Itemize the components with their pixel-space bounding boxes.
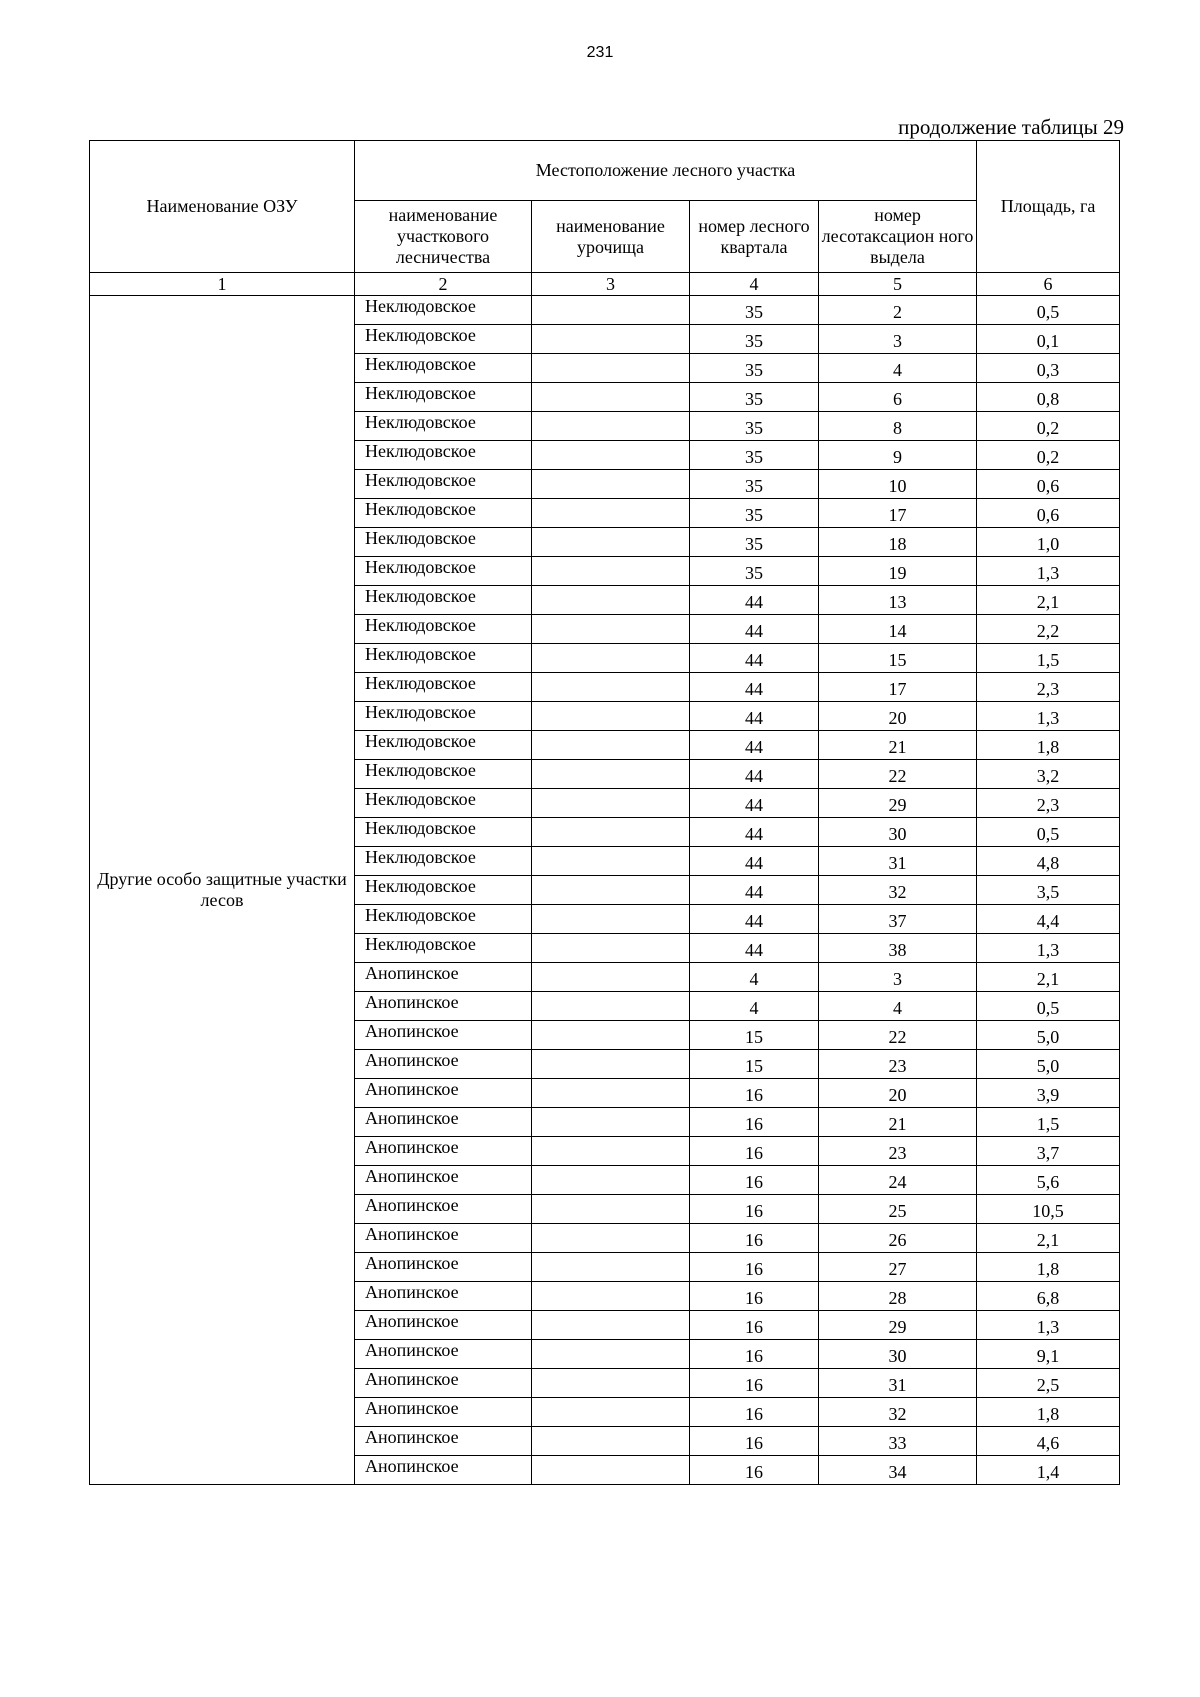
table-header xyxy=(90,141,1120,296)
district-cell: Неклюдовское xyxy=(355,818,532,847)
district-cell: Неклюдовское xyxy=(355,325,532,354)
district-cell: Неклюдовское xyxy=(355,905,532,934)
quarter-cell: 35 xyxy=(690,441,819,470)
district-cell: Анопинское xyxy=(355,1137,532,1166)
quarter-cell: 16 xyxy=(690,1195,819,1224)
quarter-cell: 44 xyxy=(690,818,819,847)
plot-cell: 14 xyxy=(819,615,977,644)
table-row xyxy=(90,296,1120,325)
tract-cell xyxy=(532,847,690,876)
quarter-cell: 44 xyxy=(690,847,819,876)
tract-cell xyxy=(532,325,690,354)
header-tract: наименование урочища xyxy=(532,201,690,273)
plot-cell: 30 xyxy=(819,818,977,847)
quarter-cell: 16 xyxy=(690,1427,819,1456)
tract-cell xyxy=(532,557,690,586)
district-cell: Анопинское xyxy=(355,1398,532,1427)
district-cell: Неклюдовское xyxy=(355,702,532,731)
area-cell: 1,0 xyxy=(977,528,1120,557)
plot-cell: 18 xyxy=(819,528,977,557)
tract-cell xyxy=(532,470,690,499)
quarter-cell: 44 xyxy=(690,934,819,963)
area-cell: 1,8 xyxy=(977,731,1120,760)
tract-cell xyxy=(532,760,690,789)
district-cell: Неклюдовское xyxy=(355,789,532,818)
quarter-cell: 35 xyxy=(690,470,819,499)
area-cell: 1,5 xyxy=(977,1108,1120,1137)
quarter-cell: 16 xyxy=(690,1108,819,1137)
area-cell: 10,5 xyxy=(977,1195,1120,1224)
plot-cell: 4 xyxy=(819,354,977,383)
quarter-cell: 44 xyxy=(690,702,819,731)
quarter-cell: 16 xyxy=(690,1456,819,1485)
quarter-cell: 35 xyxy=(690,499,819,528)
area-cell: 1,3 xyxy=(977,934,1120,963)
plot-cell: 23 xyxy=(819,1050,977,1079)
plot-cell: 32 xyxy=(819,1398,977,1427)
plot-cell: 22 xyxy=(819,760,977,789)
area-cell: 2,1 xyxy=(977,963,1120,992)
tract-cell xyxy=(532,1195,690,1224)
tract-cell xyxy=(532,1079,690,1108)
area-cell: 0,2 xyxy=(977,441,1120,470)
plot-cell: 29 xyxy=(819,1311,977,1340)
area-cell: 1,3 xyxy=(977,557,1120,586)
column-number: 4 xyxy=(690,273,819,296)
tract-cell xyxy=(532,934,690,963)
area-cell: 0,1 xyxy=(977,325,1120,354)
district-cell: Неклюдовское xyxy=(355,528,532,557)
plot-cell: 23 xyxy=(819,1137,977,1166)
area-cell: 1,3 xyxy=(977,702,1120,731)
quarter-cell: 35 xyxy=(690,354,819,383)
district-cell: Неклюдовское xyxy=(355,441,532,470)
plot-cell: 3 xyxy=(819,963,977,992)
quarter-cell: 4 xyxy=(690,963,819,992)
area-cell: 1,3 xyxy=(977,1311,1120,1340)
tract-cell xyxy=(532,644,690,673)
plot-cell: 21 xyxy=(819,731,977,760)
area-cell: 0,5 xyxy=(977,992,1120,1021)
plot-cell: 29 xyxy=(819,789,977,818)
district-cell: Неклюдовское xyxy=(355,760,532,789)
tract-cell xyxy=(532,1282,690,1311)
quarter-cell: 16 xyxy=(690,1311,819,1340)
area-cell: 0,8 xyxy=(977,383,1120,412)
area-cell: 3,2 xyxy=(977,760,1120,789)
district-cell: Анопинское xyxy=(355,1195,532,1224)
district-cell: Неклюдовское xyxy=(355,876,532,905)
quarter-cell: 16 xyxy=(690,1282,819,1311)
area-cell: 4,6 xyxy=(977,1427,1120,1456)
table-continuation-label: продолжение таблицы 29 xyxy=(898,115,1124,139)
tract-cell xyxy=(532,1398,690,1427)
tract-cell xyxy=(532,1253,690,1282)
quarter-cell: 35 xyxy=(690,412,819,441)
district-cell: Неклюдовское xyxy=(355,557,532,586)
area-cell: 0,5 xyxy=(977,296,1120,325)
plot-cell: 15 xyxy=(819,644,977,673)
district-cell: Неклюдовское xyxy=(355,586,532,615)
quarter-cell: 16 xyxy=(690,1369,819,1398)
district-cell: Анопинское xyxy=(355,1456,532,1485)
quarter-cell: 35 xyxy=(690,557,819,586)
plot-cell: 10 xyxy=(819,470,977,499)
area-cell: 0,5 xyxy=(977,818,1120,847)
tract-cell xyxy=(532,992,690,1021)
area-cell: 4,8 xyxy=(977,847,1120,876)
area-cell: 1,8 xyxy=(977,1398,1120,1427)
district-cell: Неклюдовское xyxy=(355,615,532,644)
quarter-cell: 44 xyxy=(690,760,819,789)
area-cell: 2,1 xyxy=(977,586,1120,615)
district-cell: Неклюдовское xyxy=(355,673,532,702)
tract-cell xyxy=(532,354,690,383)
plot-cell: 24 xyxy=(819,1166,977,1195)
plot-cell: 20 xyxy=(819,1079,977,1108)
plot-cell: 37 xyxy=(819,905,977,934)
quarter-cell: 16 xyxy=(690,1137,819,1166)
ozu-table xyxy=(89,140,1120,1485)
quarter-cell: 44 xyxy=(690,905,819,934)
plot-cell: 31 xyxy=(819,847,977,876)
district-cell: Анопинское xyxy=(355,1311,532,1340)
tract-cell xyxy=(532,586,690,615)
column-number: 5 xyxy=(819,273,977,296)
district-cell: Неклюдовское xyxy=(355,731,532,760)
tract-cell xyxy=(532,1137,690,1166)
area-cell: 3,9 xyxy=(977,1079,1120,1108)
zone-name-cell: Другие особо защитные участки лесов xyxy=(90,296,355,1485)
header-location: Местоположение лесного участка xyxy=(355,141,977,201)
tract-cell xyxy=(532,296,690,325)
table-body xyxy=(90,296,1120,1485)
tract-cell xyxy=(532,441,690,470)
area-cell: 5,0 xyxy=(977,1050,1120,1079)
area-cell: 5,6 xyxy=(977,1166,1120,1195)
area-cell: 3,7 xyxy=(977,1137,1120,1166)
quarter-cell: 16 xyxy=(690,1398,819,1427)
district-cell: Анопинское xyxy=(355,963,532,992)
plot-cell: 2 xyxy=(819,296,977,325)
quarter-cell: 16 xyxy=(690,1166,819,1195)
quarter-cell: 16 xyxy=(690,1079,819,1108)
tract-cell xyxy=(532,673,690,702)
plot-cell: 17 xyxy=(819,673,977,702)
header-quarter: номер лесного квартала xyxy=(690,201,819,273)
header-district: наименование участкового лесничества xyxy=(355,201,532,273)
plot-cell: 4 xyxy=(819,992,977,1021)
area-cell: 1,8 xyxy=(977,1253,1120,1282)
quarter-cell: 44 xyxy=(690,789,819,818)
plot-cell: 26 xyxy=(819,1224,977,1253)
area-cell: 4,4 xyxy=(977,905,1120,934)
plot-cell: 8 xyxy=(819,412,977,441)
area-cell: 1,4 xyxy=(977,1456,1120,1485)
district-cell: Анопинское xyxy=(355,1224,532,1253)
district-cell: Анопинское xyxy=(355,1369,532,1398)
tract-cell xyxy=(532,1427,690,1456)
plot-cell: 31 xyxy=(819,1369,977,1398)
plot-cell: 30 xyxy=(819,1340,977,1369)
plot-cell: 33 xyxy=(819,1427,977,1456)
plot-cell: 3 xyxy=(819,325,977,354)
district-cell: Неклюдовское xyxy=(355,296,532,325)
plot-cell: 34 xyxy=(819,1456,977,1485)
quarter-cell: 44 xyxy=(690,615,819,644)
district-cell: Неклюдовское xyxy=(355,412,532,441)
plot-cell: 27 xyxy=(819,1253,977,1282)
quarter-cell: 16 xyxy=(690,1340,819,1369)
district-cell: Анопинское xyxy=(355,1427,532,1456)
plot-cell: 17 xyxy=(819,499,977,528)
header-plot: номер лесотаксацион ного выдела xyxy=(819,201,977,273)
quarter-cell: 44 xyxy=(690,876,819,905)
district-cell: Анопинское xyxy=(355,1253,532,1282)
tract-cell xyxy=(532,905,690,934)
tract-cell xyxy=(532,1166,690,1195)
area-cell: 6,8 xyxy=(977,1282,1120,1311)
tract-cell xyxy=(532,789,690,818)
district-cell: Анопинское xyxy=(355,1282,532,1311)
area-cell: 0,6 xyxy=(977,499,1120,528)
tract-cell xyxy=(532,1108,690,1137)
district-cell: Неклюдовское xyxy=(355,934,532,963)
plot-cell: 25 xyxy=(819,1195,977,1224)
quarter-cell: 16 xyxy=(690,1253,819,1282)
quarter-cell: 44 xyxy=(690,731,819,760)
tract-cell xyxy=(532,818,690,847)
area-cell: 2,2 xyxy=(977,615,1120,644)
district-cell: Анопинское xyxy=(355,1021,532,1050)
district-cell: Анопинское xyxy=(355,1166,532,1195)
area-cell: 0,3 xyxy=(977,354,1120,383)
area-cell: 1,5 xyxy=(977,644,1120,673)
quarter-cell: 44 xyxy=(690,586,819,615)
district-cell: Неклюдовское xyxy=(355,644,532,673)
tract-cell xyxy=(532,528,690,557)
area-cell: 0,2 xyxy=(977,412,1120,441)
plot-cell: 6 xyxy=(819,383,977,412)
column-number: 3 xyxy=(532,273,690,296)
area-cell: 5,0 xyxy=(977,1021,1120,1050)
district-cell: Неклюдовское xyxy=(355,847,532,876)
tract-cell xyxy=(532,963,690,992)
district-cell: Анопинское xyxy=(355,1340,532,1369)
tract-cell xyxy=(532,499,690,528)
plot-cell: 32 xyxy=(819,876,977,905)
quarter-cell: 44 xyxy=(690,644,819,673)
plot-cell: 9 xyxy=(819,441,977,470)
column-number: 6 xyxy=(977,273,1120,296)
tract-cell xyxy=(532,876,690,905)
tract-cell xyxy=(532,1456,690,1485)
quarter-cell: 4 xyxy=(690,992,819,1021)
tract-cell xyxy=(532,1340,690,1369)
tract-cell xyxy=(532,1369,690,1398)
district-cell: Анопинское xyxy=(355,1108,532,1137)
plot-cell: 19 xyxy=(819,557,977,586)
district-cell: Неклюдовское xyxy=(355,470,532,499)
header-area: Площадь, га xyxy=(977,141,1120,273)
plot-cell: 20 xyxy=(819,702,977,731)
district-cell: Анопинское xyxy=(355,1050,532,1079)
column-number: 2 xyxy=(355,273,532,296)
tract-cell xyxy=(532,1021,690,1050)
area-cell: 2,5 xyxy=(977,1369,1120,1398)
plot-cell: 38 xyxy=(819,934,977,963)
area-cell: 2,3 xyxy=(977,673,1120,702)
tract-cell xyxy=(532,731,690,760)
header-name-ozu: Наименование ОЗУ xyxy=(90,141,355,273)
plot-cell: 21 xyxy=(819,1108,977,1137)
area-cell: 2,1 xyxy=(977,1224,1120,1253)
quarter-cell: 35 xyxy=(690,383,819,412)
column-number: 1 xyxy=(90,273,355,296)
tract-cell xyxy=(532,1311,690,1340)
district-cell: Анопинское xyxy=(355,992,532,1021)
plot-cell: 13 xyxy=(819,586,977,615)
plot-cell: 28 xyxy=(819,1282,977,1311)
area-cell: 0,6 xyxy=(977,470,1120,499)
tract-cell xyxy=(532,383,690,412)
quarter-cell: 35 xyxy=(690,325,819,354)
plot-cell: 22 xyxy=(819,1021,977,1050)
area-cell: 9,1 xyxy=(977,1340,1120,1369)
district-cell: Анопинское xyxy=(355,1079,532,1108)
quarter-cell: 35 xyxy=(690,528,819,557)
quarter-cell: 16 xyxy=(690,1224,819,1253)
area-cell: 3,5 xyxy=(977,876,1120,905)
page-number: 231 xyxy=(586,44,614,61)
district-cell: Неклюдовское xyxy=(355,383,532,412)
district-cell: Неклюдовское xyxy=(355,499,532,528)
quarter-cell: 15 xyxy=(690,1050,819,1079)
tract-cell xyxy=(532,702,690,731)
tract-cell xyxy=(532,1050,690,1079)
district-cell: Неклюдовское xyxy=(355,354,532,383)
quarter-cell: 15 xyxy=(690,1021,819,1050)
tract-cell xyxy=(532,412,690,441)
quarter-cell: 44 xyxy=(690,673,819,702)
tract-cell xyxy=(532,615,690,644)
area-cell: 2,3 xyxy=(977,789,1120,818)
tract-cell xyxy=(532,1224,690,1253)
quarter-cell: 35 xyxy=(690,296,819,325)
